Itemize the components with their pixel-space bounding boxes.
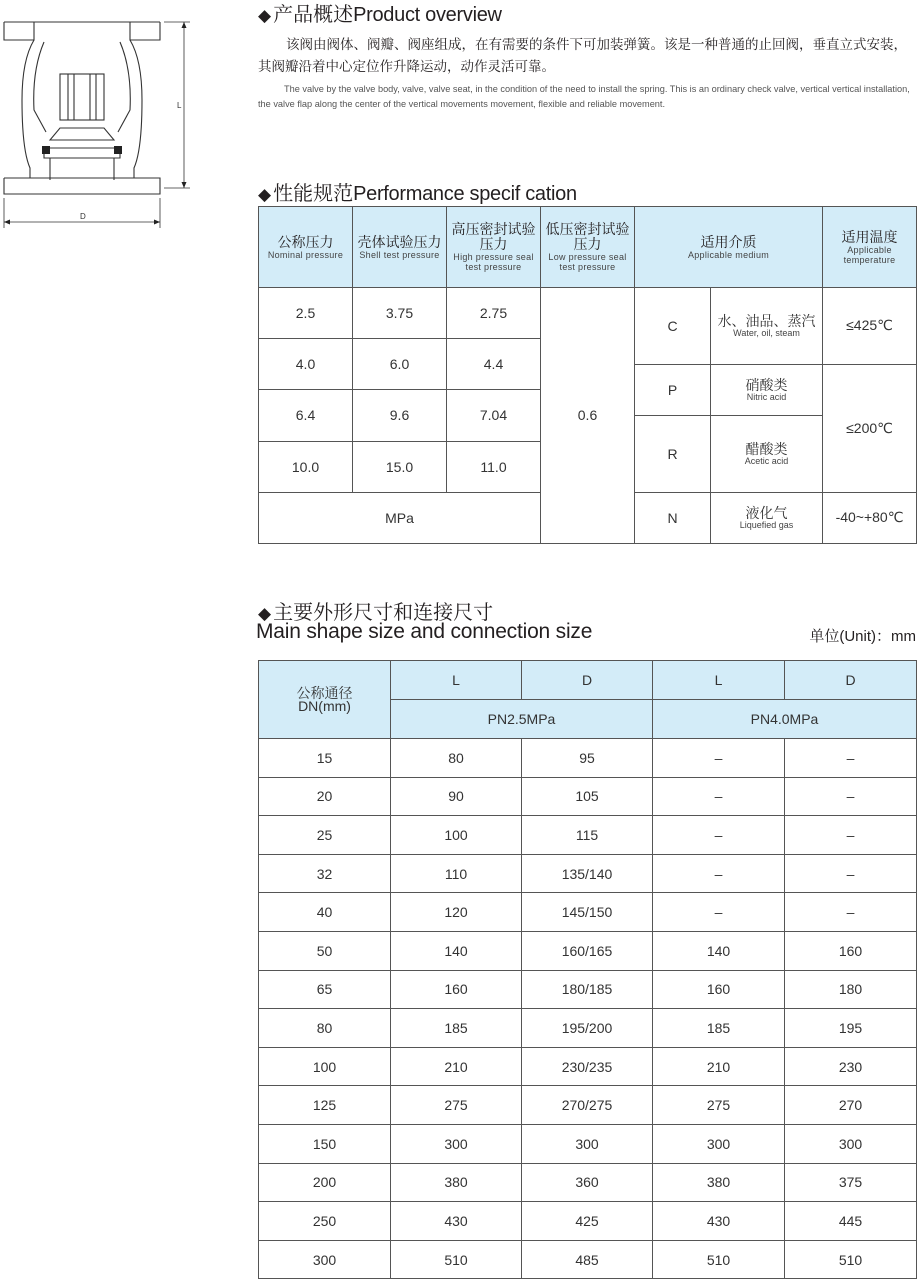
table-row — [259, 1202, 917, 1241]
table-cell: 80 — [391, 739, 522, 778]
shell-value: 3.75 — [353, 288, 447, 339]
table-cell: 15 — [259, 739, 391, 778]
header-l-pn25: L — [391, 661, 522, 700]
table-row — [259, 931, 917, 970]
high-seal-value: 4.4 — [447, 339, 541, 390]
header-high-pressure-seal: 高压密封试验压力 High pressure seal test pressure — [447, 207, 541, 288]
table-cell: 425 — [522, 1202, 653, 1241]
table-cell: – — [653, 816, 785, 855]
medium-code: C — [635, 288, 711, 365]
performance-heading: ◆ 性能规范Performance specif cation — [258, 183, 577, 205]
table-cell: 210 — [653, 1047, 785, 1086]
dimensions-heading-en: Main shape size and connection size — [256, 620, 593, 643]
table-cell: 360 — [522, 1163, 653, 1202]
table-cell: 300 — [653, 1124, 785, 1163]
nominal-value: 6.4 — [259, 390, 353, 441]
table-cell: 180 — [785, 970, 917, 1009]
table-cell: 250 — [259, 1202, 391, 1241]
table-cell: 430 — [653, 1202, 785, 1241]
table-cell: 115 — [522, 816, 653, 855]
medium-name: 液化气 Liquefied gas — [711, 492, 823, 543]
pressure-unit: MPa — [259, 492, 541, 543]
table-row — [259, 1124, 917, 1163]
header-applicable-medium: 适用介质 Applicable medium — [635, 207, 823, 288]
nominal-value: 10.0 — [259, 441, 353, 492]
table-cell: – — [785, 777, 917, 816]
table-cell: 510 — [653, 1240, 785, 1279]
table-cell: 300 — [259, 1240, 391, 1279]
table-cell: 195 — [785, 1009, 917, 1048]
table-cell: 510 — [785, 1240, 917, 1279]
table-cell: 230/235 — [522, 1047, 653, 1086]
table-cell: 20 — [259, 777, 391, 816]
table-cell: 25 — [259, 816, 391, 855]
table-row — [259, 854, 917, 893]
table-cell: – — [653, 854, 785, 893]
table-cell: – — [785, 893, 917, 932]
dimensions-heading: ◆ 主要外形尺寸和连接尺寸 — [258, 602, 494, 624]
overview-text-zh: 该阀由阀体、阀瓣、阀座组成，在有需要的条件下可加装弹簧。该是一种普通的止回阀，垂直立式安装，其阀瓣沿着中心定位作升降运动，动作灵活可靠。 — [258, 37, 907, 74]
header-d-pn40: D — [785, 661, 917, 700]
table-cell: 380 — [653, 1163, 785, 1202]
table-cell: 275 — [391, 1086, 522, 1125]
high-seal-value: 7.04 — [447, 390, 541, 441]
table-cell: 300 — [785, 1124, 917, 1163]
table-cell: 135/140 — [522, 854, 653, 893]
table-cell: 40 — [259, 893, 391, 932]
table-cell: 140 — [391, 931, 522, 970]
temperature-value: ≤200℃ — [823, 364, 917, 492]
header-l-pn40: L — [653, 661, 785, 700]
table-cell: 195/200 — [522, 1009, 653, 1048]
table-row — [259, 1047, 917, 1086]
table-cell: – — [785, 739, 917, 778]
table-cell: 120 — [391, 893, 522, 932]
unit-label: 单位(Unit)：mm — [809, 628, 916, 645]
table-cell: 160 — [785, 931, 917, 970]
medium-name: 水、油品、蒸汽 Water, oil, steam — [711, 288, 823, 365]
shell-value: 9.6 — [353, 390, 447, 441]
table-cell: – — [653, 777, 785, 816]
table-cell: 110 — [391, 854, 522, 893]
temperature-value: ≤425℃ — [823, 288, 917, 365]
header-low-pressure-seal: 低压密封试验压力 Low pressure seal test pressure — [541, 207, 635, 288]
table-cell: 185 — [653, 1009, 785, 1048]
table-cell: 510 — [391, 1240, 522, 1279]
overview-text-en: The valve by the valve body, valve, valve seat, in the condition of the need to install the spring. This is an ordinary check valve, vertical vertical installation, the valve flap along the center of the vertical movements movement, flexible and reliable movement. — [258, 84, 910, 109]
medium-code: P — [635, 364, 711, 415]
table-cell: 270 — [785, 1086, 917, 1125]
table-cell: 150 — [259, 1124, 391, 1163]
shell-value: 6.0 — [353, 339, 447, 390]
header-shell-test-pressure: 壳体试验压力 Shell test pressure — [353, 207, 447, 288]
table-row — [259, 1086, 917, 1125]
table-row — [259, 1163, 917, 1202]
table-row — [259, 1240, 917, 1279]
table-cell: 100 — [259, 1047, 391, 1086]
high-seal-value: 2.75 — [447, 288, 541, 339]
table-cell: 275 — [653, 1086, 785, 1125]
shell-value: 15.0 — [353, 441, 447, 492]
table-row — [259, 816, 917, 855]
performance-table — [258, 206, 917, 544]
header-nominal-diameter: 公称通径 DN(mm) — [259, 661, 391, 739]
table-cell: 140 — [653, 931, 785, 970]
table-cell: 180/185 — [522, 970, 653, 1009]
nominal-value: 4.0 — [259, 339, 353, 390]
overview-heading: ◆ 产品概述Product overview — [258, 4, 502, 26]
nominal-value: 2.5 — [259, 288, 353, 339]
table-cell: 50 — [259, 931, 391, 970]
table-cell: 230 — [785, 1047, 917, 1086]
drawing-label-l: L — [177, 101, 182, 110]
drawing-label-d: D — [80, 212, 86, 221]
table-cell: – — [785, 854, 917, 893]
table-row — [259, 1009, 917, 1048]
table-cell: 200 — [259, 1163, 391, 1202]
medium-code: R — [635, 415, 711, 492]
table-cell: 430 — [391, 1202, 522, 1241]
table-cell: 32 — [259, 854, 391, 893]
table-cell: 375 — [785, 1163, 917, 1202]
table-cell: 80 — [259, 1009, 391, 1048]
table-cell: – — [653, 893, 785, 932]
table-cell: 90 — [391, 777, 522, 816]
table-cell: 65 — [259, 970, 391, 1009]
table-cell: 300 — [522, 1124, 653, 1163]
table-cell: 210 — [391, 1047, 522, 1086]
table-row — [259, 777, 917, 816]
header-nominal-pressure: 公称压力 Nominal pressure — [259, 207, 353, 288]
table-cell: 300 — [391, 1124, 522, 1163]
table-cell: – — [653, 739, 785, 778]
table-cell: 485 — [522, 1240, 653, 1279]
table-cell: 270/275 — [522, 1086, 653, 1125]
medium-code: N — [635, 492, 711, 543]
header-pn40: PN4.0MPa — [653, 700, 917, 739]
high-seal-value: 11.0 — [447, 441, 541, 492]
header-d-pn25: D — [522, 661, 653, 700]
table-cell: – — [785, 816, 917, 855]
table-row — [259, 893, 917, 932]
medium-name: 硝酸类 Nitric acid — [711, 364, 823, 415]
low-seal-value: 0.6 — [541, 288, 635, 544]
table-row — [259, 970, 917, 1009]
table-row — [259, 739, 917, 778]
table-cell: 95 — [522, 739, 653, 778]
valve-cross-section-drawing — [0, 0, 200, 232]
table-cell: 445 — [785, 1202, 917, 1241]
dimensions-table — [258, 660, 917, 1279]
table-cell: 100 — [391, 816, 522, 855]
table-cell: 185 — [391, 1009, 522, 1048]
temperature-value: -40~+80℃ — [823, 492, 917, 543]
header-applicable-temperature: 适用温度 Applicable temperature — [823, 207, 917, 288]
header-pn25: PN2.5MPa — [391, 700, 653, 739]
medium-name: 醋酸类 Acetic acid — [711, 415, 823, 492]
table-cell: 145/150 — [522, 893, 653, 932]
table-cell: 160 — [391, 970, 522, 1009]
table-cell: 105 — [522, 777, 653, 816]
table-cell: 125 — [259, 1086, 391, 1125]
table-cell: 380 — [391, 1163, 522, 1202]
table-cell: 160/165 — [522, 931, 653, 970]
table-cell: 160 — [653, 970, 785, 1009]
